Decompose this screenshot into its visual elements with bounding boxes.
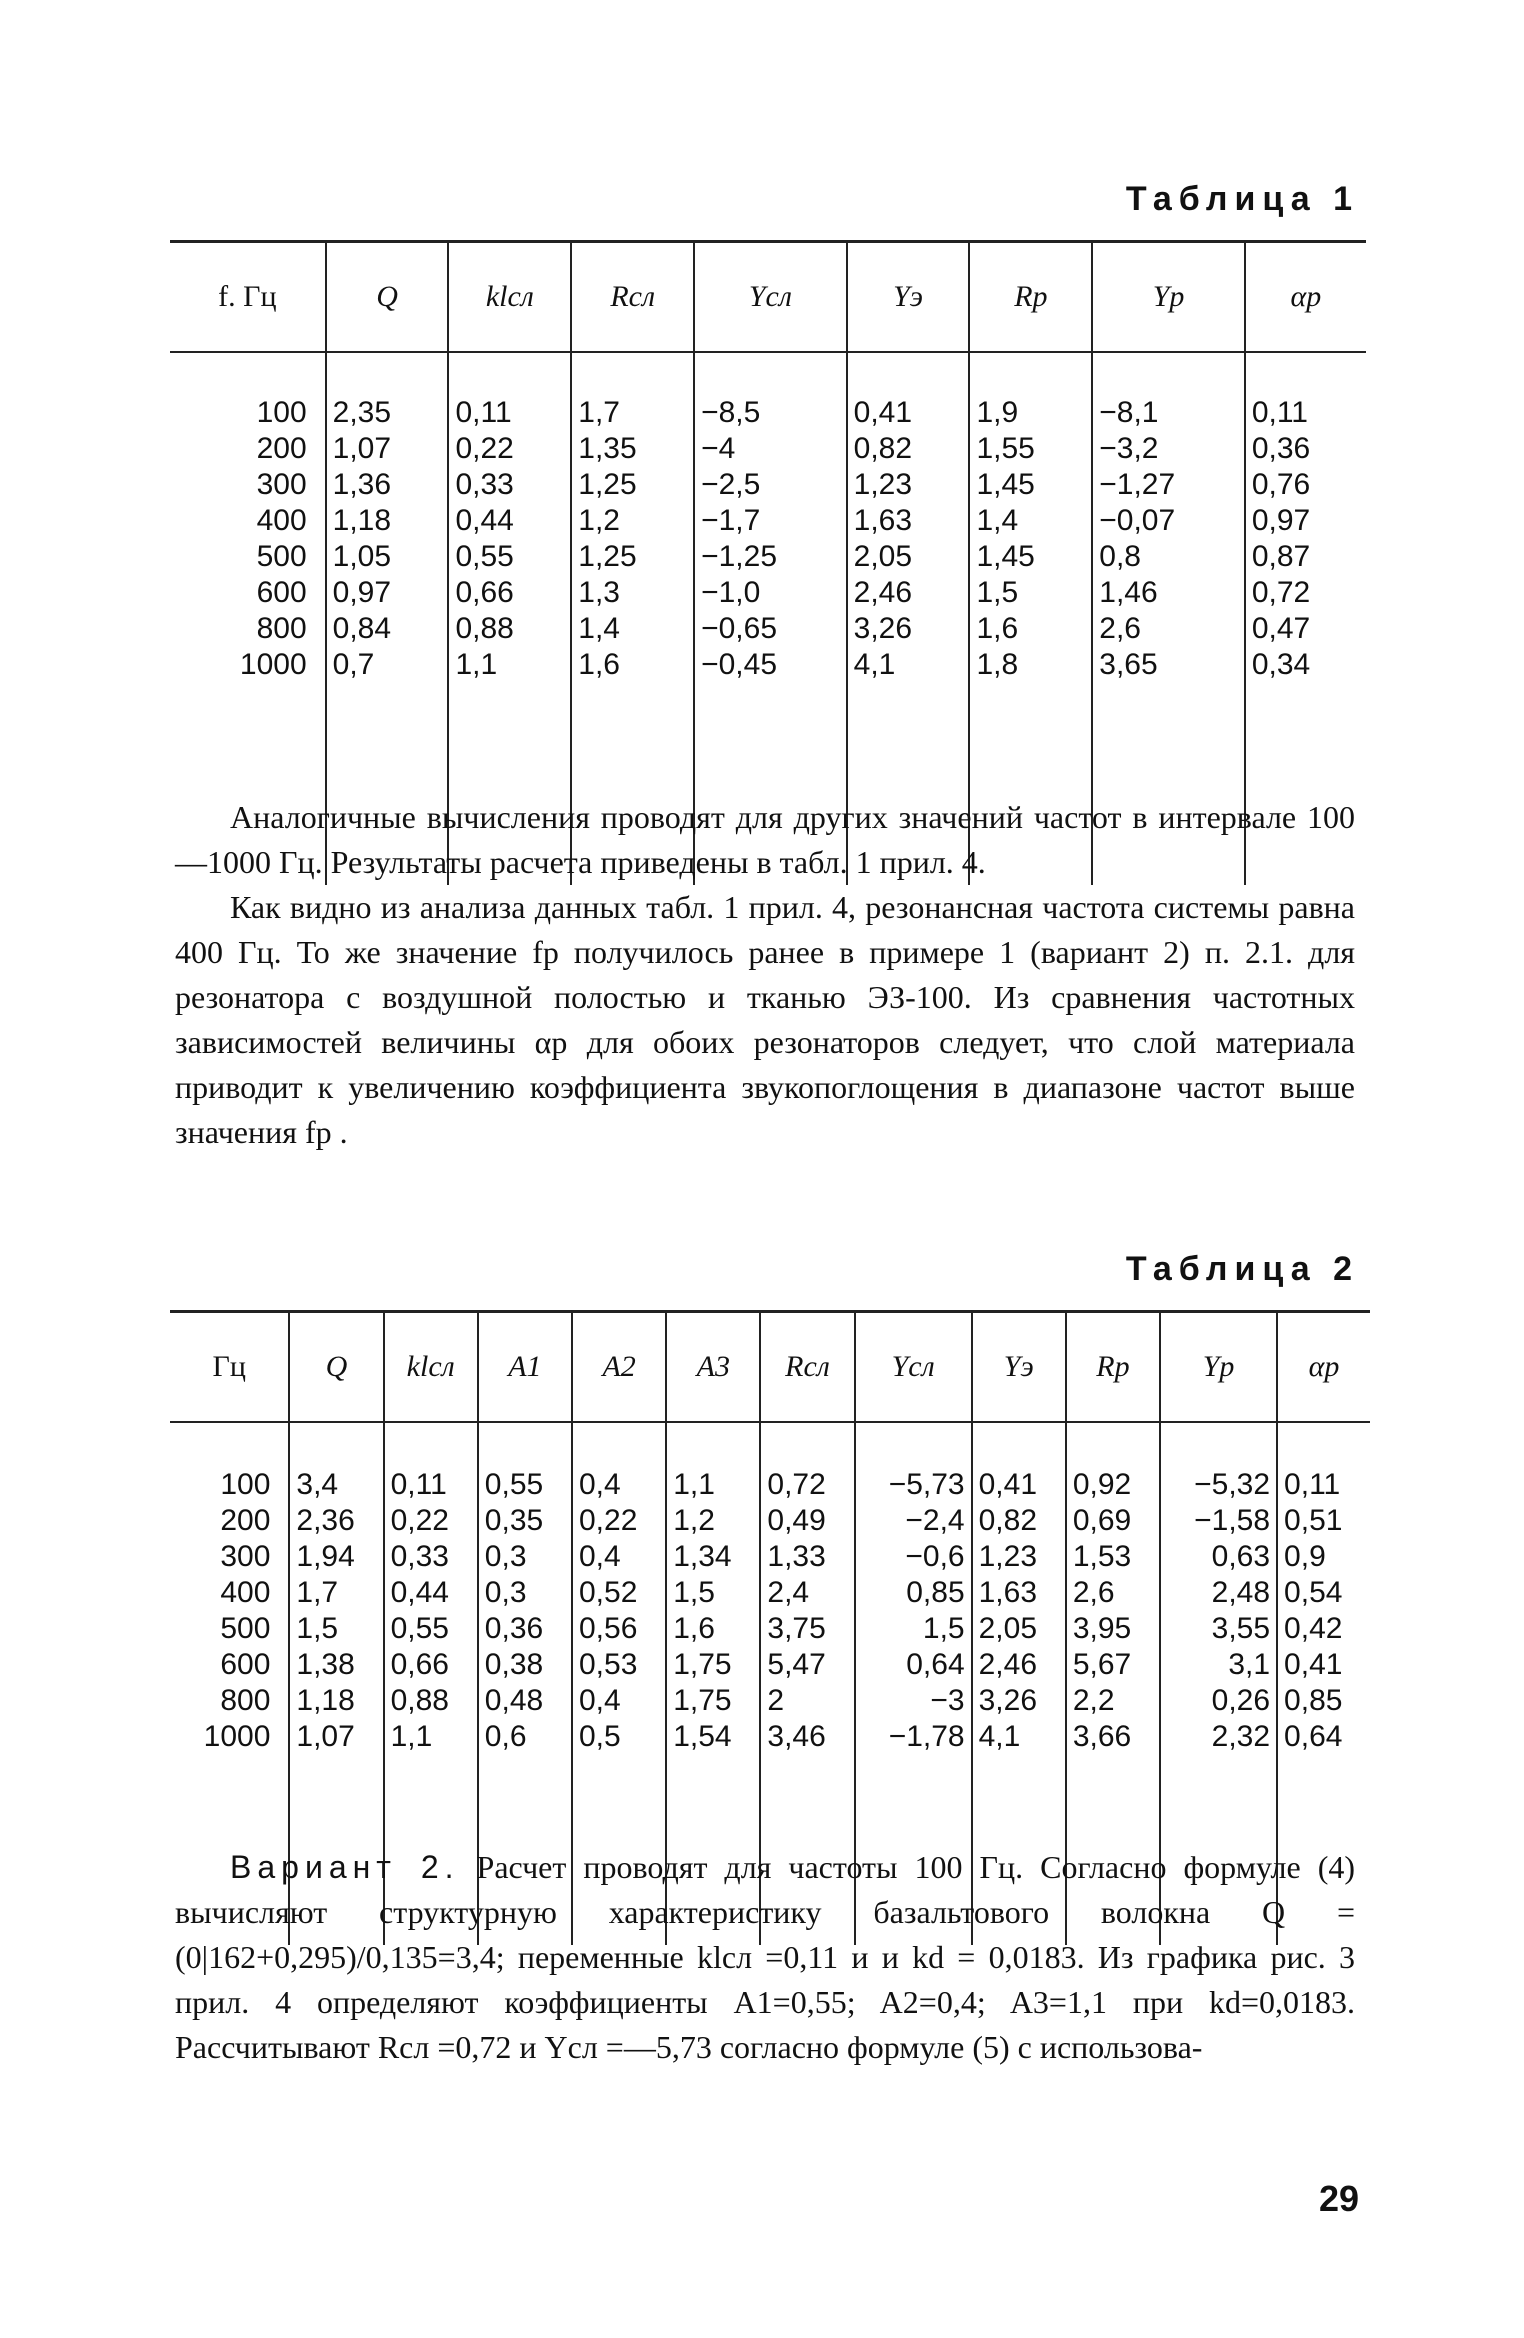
table1-cell: 1,8 bbox=[976, 648, 1019, 681]
paragraph-1-sentence-b: Как видно из анализа данных табл. 1 прил. 4, резонансная частота системы равна 400 Гц. То же значение fр получилось ранее в примере 1 (вариант 2) п. 2.1. для резонатора с воздушной полостью и тканью ЭЗ-100. Из сравнения частотных зависимостей величины αр для обоих резонаторов следует, что слой материала приводит к увеличению коэффициента звукопоглощения в диапазоне частот выше значения fр . bbox=[175, 889, 1355, 1150]
table2-cell: 0,3 bbox=[484, 1540, 527, 1573]
table1 bbox=[170, 240, 1366, 885]
table1-cell: 800 bbox=[256, 612, 307, 645]
table1-cell: 0,22 bbox=[455, 432, 514, 465]
table2-header-9: Rр bbox=[1066, 1312, 1160, 1423]
table2-cell: 0,41 bbox=[1284, 1648, 1343, 1681]
table2-cell: 100 bbox=[220, 1468, 271, 1501]
table2-cell: 0,6 bbox=[484, 1720, 527, 1753]
table2-cell: 1,1 bbox=[673, 1468, 715, 1501]
table2-cell: 2,36 bbox=[296, 1504, 355, 1537]
table2-cell: 1,63 bbox=[978, 1576, 1038, 1609]
table1-cell: 0,36 bbox=[1251, 432, 1311, 465]
table1-cell: 1,45 bbox=[976, 540, 1035, 573]
table2-cell: −1,58 bbox=[1194, 1504, 1271, 1537]
table2-cell: 1,5 bbox=[922, 1612, 965, 1645]
table1-cell: −0,65 bbox=[701, 612, 778, 645]
table1-cell: −2,5 bbox=[701, 468, 761, 501]
table2-cell: 400 bbox=[220, 1576, 271, 1609]
table2-cell: 0,4 bbox=[579, 1684, 621, 1717]
table1-header-6: Rр bbox=[969, 242, 1092, 353]
table2-cell: 3,95 bbox=[1072, 1612, 1132, 1645]
table1-cell: 0,41 bbox=[853, 396, 913, 429]
table2-cell: 1,18 bbox=[296, 1684, 355, 1717]
table2-header-10: Yр bbox=[1160, 1312, 1277, 1423]
table1-cell: 2,05 bbox=[853, 540, 913, 573]
table1-cell: 2,46 bbox=[853, 576, 913, 609]
table2-cell: 3,4 bbox=[296, 1468, 339, 1501]
table2-cell: 0,41 bbox=[978, 1468, 1038, 1501]
table1-cell: −1,0 bbox=[701, 576, 761, 609]
paragraph-1-sentence-a: Аналогичные вычисления проводят для других значений частот в интервале 100—1000 Гц. Результаты расчета приведены в табл. 1 прил. 4. bbox=[175, 799, 1355, 880]
table1-cell: 0,82 bbox=[853, 432, 913, 465]
table1-cell: 1,45 bbox=[976, 468, 1035, 501]
table2-cell: 2,32 bbox=[1211, 1720, 1271, 1753]
table2-cell: 1,07 bbox=[296, 1720, 355, 1753]
table1-cell: 3,65 bbox=[1099, 648, 1158, 681]
table1-cell: 1,4 bbox=[578, 612, 620, 645]
table2-cell: 0,52 bbox=[579, 1576, 638, 1609]
table1-cell: 1,36 bbox=[332, 468, 392, 501]
table2-cell: 0,64 bbox=[906, 1648, 965, 1681]
table1-cell: 0,76 bbox=[1251, 468, 1311, 501]
table1-caption: Таблица 1 bbox=[1125, 180, 1359, 218]
table2-cell: 1,33 bbox=[767, 1540, 826, 1573]
table2-header-5: A3 bbox=[666, 1312, 760, 1423]
table2-cell: 3,26 bbox=[978, 1684, 1038, 1717]
table2-cell: 5,47 bbox=[767, 1648, 826, 1681]
paragraph-2 bbox=[175, 1845, 1355, 2070]
table1-cell: 1,6 bbox=[578, 648, 620, 681]
table2-cell: 1000 bbox=[203, 1720, 271, 1753]
table2-cell: 0,82 bbox=[978, 1504, 1038, 1537]
table2-cell: 1,38 bbox=[296, 1648, 355, 1681]
table1-cell: 300 bbox=[256, 468, 307, 501]
table2-cell: 300 bbox=[220, 1540, 271, 1573]
table1-cell: 0,47 bbox=[1251, 612, 1311, 645]
table2-cell: 1,75 bbox=[673, 1684, 732, 1717]
table2-cell: 1,5 bbox=[296, 1612, 339, 1645]
table2-header-7: Yсл bbox=[855, 1312, 972, 1423]
table2-cell: 0,49 bbox=[767, 1504, 826, 1537]
table2-cell: 800 bbox=[220, 1684, 271, 1717]
table1-cell: 0,66 bbox=[455, 576, 514, 609]
table2-cell: 1,7 bbox=[296, 1576, 339, 1609]
table2-cell: 500 bbox=[220, 1612, 271, 1645]
table2-cell: 2,46 bbox=[978, 1648, 1038, 1681]
table1-cell: 600 bbox=[256, 576, 307, 609]
table2-cell: −5,73 bbox=[888, 1468, 965, 1501]
table2-cell: 0,64 bbox=[1284, 1720, 1343, 1753]
table2-cell: −0,6 bbox=[905, 1540, 965, 1573]
table1-cell: 1,23 bbox=[853, 468, 913, 501]
table2-cell: 0,4 bbox=[579, 1468, 621, 1501]
table2-cell: 0,26 bbox=[1211, 1684, 1271, 1717]
table2-cell: 1,75 bbox=[673, 1648, 732, 1681]
table2-cell: 3,1 bbox=[1228, 1648, 1271, 1681]
table1-header-8: αр bbox=[1245, 242, 1366, 353]
table2-cell: 2,4 bbox=[767, 1576, 810, 1609]
table1-cell: −8,5 bbox=[701, 396, 761, 429]
table1-cell: 1,3 bbox=[578, 576, 620, 609]
table2-cell: 200 bbox=[220, 1504, 271, 1537]
table1-cell: 0,97 bbox=[1251, 504, 1311, 537]
table1-cell: 2,6 bbox=[1099, 612, 1141, 645]
table2-header-0: Гц bbox=[170, 1312, 289, 1423]
table2-cell: 0,22 bbox=[390, 1504, 449, 1537]
table2-cell: 1,34 bbox=[673, 1540, 732, 1573]
table1-cell: 4,1 bbox=[853, 648, 896, 681]
table2-header-1: Q bbox=[289, 1312, 383, 1423]
table1-cell: 200 bbox=[256, 432, 307, 465]
table2-cell: 0,42 bbox=[1284, 1612, 1343, 1645]
paragraph-2-text bbox=[175, 1845, 1355, 2070]
table1-cell: 0,8 bbox=[1099, 540, 1141, 573]
table1-cell: 400 bbox=[256, 504, 307, 537]
table2-cell: 3,55 bbox=[1211, 1612, 1271, 1645]
table2-cell: 600 bbox=[220, 1648, 271, 1681]
table2-header-4: A2 bbox=[572, 1312, 666, 1423]
table2-cell: 0,5 bbox=[579, 1720, 621, 1753]
table2-cell: 0,4 bbox=[579, 1540, 621, 1573]
table1-cell: 0,33 bbox=[455, 468, 514, 501]
table2-header-11: αр bbox=[1277, 1312, 1370, 1423]
table2-cell: 0,69 bbox=[1072, 1504, 1132, 1537]
table2-cell: −1,78 bbox=[888, 1720, 965, 1753]
page-number: 29 bbox=[1318, 2178, 1359, 2219]
table1-cell: 0,84 bbox=[332, 612, 392, 645]
table2-cell: 0,88 bbox=[390, 1684, 449, 1717]
table2-cell: 1,94 bbox=[296, 1540, 355, 1573]
table2-cell: 0,63 bbox=[1211, 1540, 1271, 1573]
table2-cell: 5,67 bbox=[1072, 1648, 1132, 1681]
table2-cell: 0,66 bbox=[390, 1648, 449, 1681]
table1-cell: −4 bbox=[701, 432, 736, 465]
table2-cell: −5,32 bbox=[1194, 1468, 1271, 1501]
table1-cell: 3,26 bbox=[853, 612, 913, 645]
table1-header-0: f. Гц bbox=[170, 242, 326, 353]
table2-cell: 1,6 bbox=[673, 1612, 715, 1645]
table2-cell: −2,4 bbox=[905, 1504, 965, 1537]
table2-cell: 2,05 bbox=[978, 1612, 1038, 1645]
table1-cell: −0,45 bbox=[701, 648, 778, 681]
table1-cell: 1,25 bbox=[578, 468, 637, 501]
table1-cell: 500 bbox=[256, 540, 307, 573]
table2-cell: 1,5 bbox=[673, 1576, 715, 1609]
variant-label: Вариант 2. bbox=[230, 1849, 460, 1885]
table1-header-row bbox=[170, 242, 1366, 353]
table1-cell: 0,88 bbox=[455, 612, 514, 645]
table2-cell: 2,6 bbox=[1072, 1576, 1115, 1609]
table1-cell: 2,35 bbox=[332, 396, 392, 429]
table2-cell: −3 bbox=[930, 1684, 965, 1717]
table2-cell: 0,85 bbox=[906, 1576, 965, 1609]
table1-cell: 1,35 bbox=[578, 432, 637, 465]
table2-cell: 0,55 bbox=[484, 1468, 544, 1501]
table1-cell: 1,7 bbox=[578, 396, 620, 429]
table1-cell: 1,2 bbox=[578, 504, 620, 537]
table1-cell: 100 bbox=[256, 396, 307, 429]
table1-cell: 1,07 bbox=[332, 432, 392, 465]
variant-text: Расчет проводят для частоты 100 Гц. Согласно формуле (4) вычисляют структурную характеристику базальтового волокна Q = (0|162+0,295)/0,135=3,4; переменные klсл =0,11 и и kd = 0,0183. Из графика рис. 3 прил. 4 определяют коэффициенты A1=0,55; A2=0,4; A3=1,1 при kd=0,0183. Рассчитывают Rсл =0,72 и Yсл =—5,73 согласно формуле (5) с использова- bbox=[175, 1849, 1356, 2065]
table2-cell: 2 bbox=[767, 1684, 785, 1717]
table1-cell: −1,7 bbox=[701, 504, 761, 537]
table2-cell: 0,11 bbox=[390, 1468, 447, 1501]
table2-cell: 0,72 bbox=[767, 1468, 826, 1501]
table2-cell: 0,55 bbox=[390, 1612, 449, 1645]
table1-cell: 0,7 bbox=[332, 648, 375, 681]
table1-cell: 1,6 bbox=[976, 612, 1019, 645]
table2-cell: 0,38 bbox=[484, 1648, 544, 1681]
table1-cell: 1,55 bbox=[976, 432, 1035, 465]
table1-cell: −0,07 bbox=[1099, 504, 1176, 537]
table2-cell: 2,48 bbox=[1211, 1576, 1271, 1609]
table2-cell: 3,66 bbox=[1072, 1720, 1132, 1753]
table2-cell: 0,85 bbox=[1284, 1684, 1343, 1717]
table2-cell: 0,44 bbox=[390, 1576, 449, 1609]
table2-header-6: Rсл bbox=[760, 1312, 854, 1423]
table2-cell: 0,56 bbox=[579, 1612, 638, 1645]
table2-cell: 0,92 bbox=[1072, 1468, 1132, 1501]
table1-header-7: Yр bbox=[1092, 242, 1245, 353]
table1-cell: 1,18 bbox=[332, 504, 392, 537]
table1-cell: 1,05 bbox=[332, 540, 392, 573]
table1-cell: 1,63 bbox=[853, 504, 913, 537]
table2-cell: 0,33 bbox=[390, 1540, 449, 1573]
table1-header-4: Yсл bbox=[694, 242, 847, 353]
table2-cell: 0,11 bbox=[1284, 1468, 1341, 1501]
table2-cell: 3,46 bbox=[767, 1720, 826, 1753]
table2-cell: 1,1 bbox=[390, 1720, 433, 1753]
table1-cell: 1,9 bbox=[976, 396, 1019, 429]
table1-cell: 0,11 bbox=[455, 396, 512, 429]
table2-cell: 1,53 bbox=[1072, 1540, 1132, 1573]
table1-cell: 0,97 bbox=[332, 576, 392, 609]
table1-header-3: Rсл bbox=[571, 242, 694, 353]
table2-cell: 0,3 bbox=[484, 1576, 527, 1609]
table2-cell: 1,23 bbox=[978, 1540, 1038, 1573]
table1-cell: 1,1 bbox=[455, 648, 498, 681]
table1-cell: −3,2 bbox=[1099, 432, 1159, 465]
table1-cell: 0,87 bbox=[1251, 540, 1311, 573]
table2-cell: 0,48 bbox=[484, 1684, 544, 1717]
table1-header-5: Yэ bbox=[847, 242, 970, 353]
table2-caption: Таблица 2 bbox=[1125, 1250, 1359, 1288]
table2-cell: 1,54 bbox=[673, 1720, 732, 1753]
paragraph-1 bbox=[175, 795, 1355, 1155]
table1-cell: 0,34 bbox=[1251, 648, 1311, 681]
table2-cell: 3,75 bbox=[767, 1612, 826, 1645]
table1-cell: 0,72 bbox=[1251, 576, 1311, 609]
table1-cell: −1,25 bbox=[701, 540, 778, 573]
table1-cell: −1,27 bbox=[1099, 468, 1176, 501]
table2-cell: 0,53 bbox=[579, 1648, 638, 1681]
table2-header-3: A1 bbox=[478, 1312, 572, 1423]
table2-cell: 2,2 bbox=[1072, 1684, 1115, 1717]
table2-header-row bbox=[170, 1312, 1370, 1423]
table1-cell: 1000 bbox=[239, 648, 307, 681]
table1-cell: 1,25 bbox=[578, 540, 637, 573]
table1-cell: 0,55 bbox=[455, 540, 514, 573]
table1-cell: 0,11 bbox=[1251, 396, 1308, 429]
table1-header-2: klсл bbox=[448, 242, 571, 353]
table1-cell: 1,5 bbox=[976, 576, 1019, 609]
table1-cell: 1,46 bbox=[1099, 576, 1158, 609]
table2-cell: 0,36 bbox=[484, 1612, 544, 1645]
table2-cell: 0,35 bbox=[484, 1504, 544, 1537]
table2-header-8: Yэ bbox=[972, 1312, 1066, 1423]
table1-cell: 1,4 bbox=[976, 504, 1019, 537]
table2-cell: 0,22 bbox=[579, 1504, 638, 1537]
table1-header-1: Q bbox=[326, 242, 449, 353]
table2-cell: 0,9 bbox=[1284, 1540, 1326, 1573]
table2-cell: 4,1 bbox=[978, 1720, 1021, 1753]
table2-header-2: klсл bbox=[384, 1312, 478, 1423]
table1-cell: 0,44 bbox=[455, 504, 514, 537]
table2-cell: 0,54 bbox=[1284, 1576, 1343, 1609]
table1-cell: −8,1 bbox=[1099, 396, 1159, 429]
table2-cell: 1,2 bbox=[673, 1504, 715, 1537]
table2-cell: 0,51 bbox=[1284, 1504, 1343, 1537]
